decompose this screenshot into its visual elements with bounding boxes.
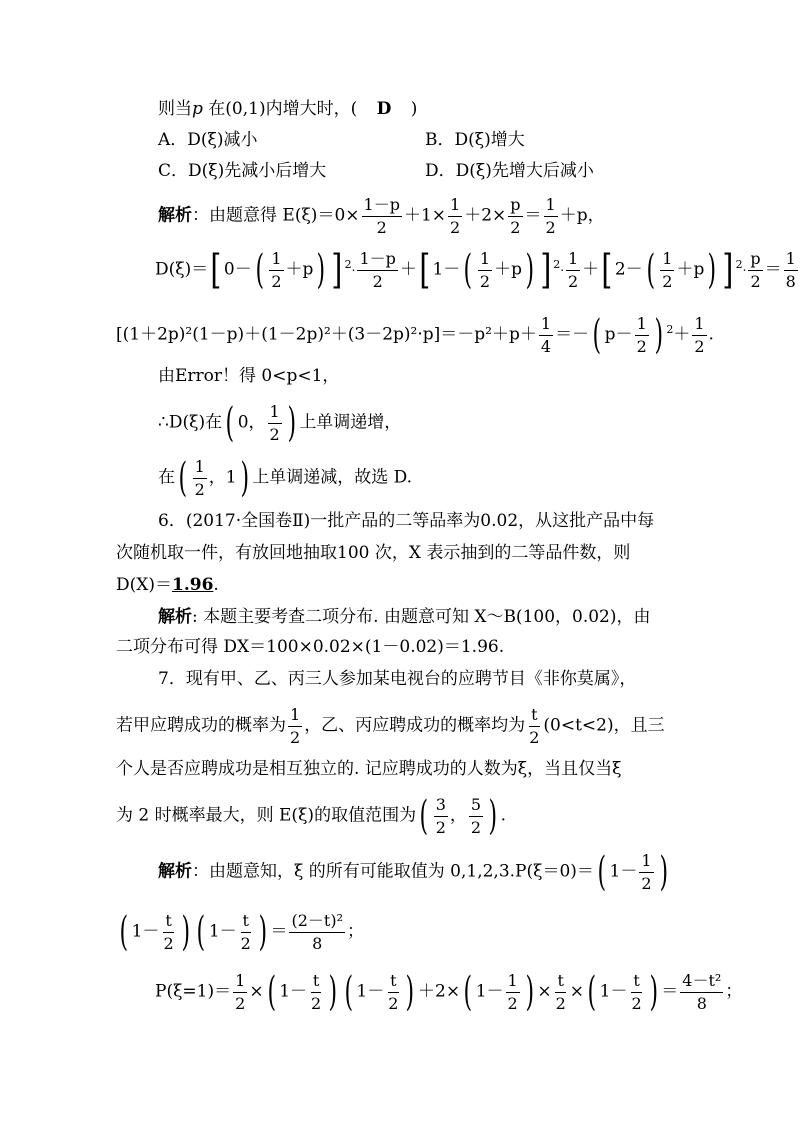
paren: ( <box>119 909 129 956</box>
bracket: [ <box>601 247 613 294</box>
fraction-num: p <box>748 250 762 271</box>
fraction-num: 1 <box>268 403 282 424</box>
fraction-num: 3 <box>434 796 448 817</box>
fraction <box>362 196 402 236</box>
q5-stem-text: 则当 <box>158 99 192 119</box>
fraction-num: t <box>163 912 173 933</box>
fraction-num: 1－p <box>357 250 397 271</box>
q7-line3: 个人是否应聘成功是相互独立的. 记应聘成功的人数为ξ，当且仅当ξ <box>116 759 622 779</box>
fraction <box>629 972 643 1012</box>
fraction-den: 2 <box>388 993 399 1013</box>
fraction-den: 2 <box>450 217 461 237</box>
fraction-num: t <box>529 706 539 727</box>
fraction-num: 1 <box>635 315 649 336</box>
fraction-den: 2 <box>470 817 482 837</box>
formula-text: 1－ <box>432 259 461 280</box>
formula-text: 若甲应聘成功的概率为 <box>116 715 286 736</box>
paren: ( <box>587 969 597 1016</box>
bracket: ] <box>331 247 343 294</box>
paren: ) <box>488 793 498 840</box>
fraction-den: 2 <box>510 217 521 237</box>
q7-line1: 7．现有甲、乙、丙三人参加某电视台的应聘节目《非你莫属》， <box>158 669 637 689</box>
fraction-num: t <box>311 972 321 993</box>
fraction <box>448 196 462 236</box>
fraction-num: 5 <box>469 796 483 817</box>
formula-text: ∴D(ξ)在 <box>158 412 223 433</box>
fraction-num: 1 <box>784 250 798 271</box>
paren: ( <box>463 969 473 1016</box>
exponent: 2 <box>735 257 743 271</box>
fraction-den: 2 <box>529 727 540 747</box>
fraction-den: 2 <box>269 424 280 444</box>
q6-solution-line1 <box>158 609 651 626</box>
fraction <box>357 250 397 290</box>
fraction <box>527 706 541 746</box>
fraction <box>386 972 400 1012</box>
q7-line2 <box>116 706 665 746</box>
fraction <box>269 250 283 290</box>
paren: ( <box>646 247 655 294</box>
formula-text: (0<t<2)，且三 <box>543 715 665 736</box>
q5-error-line: 由Error！得 0<p<1， <box>158 366 340 386</box>
fraction-num: p <box>508 196 522 217</box>
formula-text: ＋2× <box>464 205 507 226</box>
fraction <box>193 458 207 498</box>
fraction-num: 4－t² <box>680 972 723 993</box>
formula-text: ； <box>346 921 364 942</box>
formula-text: ＝－ <box>555 324 590 345</box>
paren: ) <box>328 969 338 1016</box>
formula-text: ，1 <box>208 467 237 488</box>
formula-text: · <box>742 263 747 278</box>
formula-text: p－ <box>604 324 633 345</box>
fraction-den: 8 <box>785 271 796 291</box>
fraction-den: 2 <box>545 217 556 237</box>
fraction-den: 2 <box>376 217 387 237</box>
fraction-num: 1 <box>566 250 580 271</box>
paren: ) <box>287 400 296 447</box>
fraction <box>539 315 553 355</box>
fraction-den: 2 <box>662 271 673 291</box>
paren: ) <box>525 969 534 1016</box>
q5-expansion-line <box>116 312 714 359</box>
bracket: [ <box>210 247 222 294</box>
fraction-den: 2 <box>631 993 642 1013</box>
fraction <box>233 972 247 1012</box>
fraction-den: 2 <box>372 271 383 291</box>
fraction <box>469 796 483 836</box>
fraction-den: 2 <box>479 271 491 291</box>
fraction <box>566 250 580 290</box>
formula-text: ：由题意知，ξ 的所有可能取值为 0,1,2,3.P(ξ＝0)＝ <box>192 861 594 882</box>
formula-text: ＝ <box>764 259 782 280</box>
paren: ) <box>240 455 249 502</box>
fraction <box>161 912 175 952</box>
formula-text: ＋ <box>582 259 600 280</box>
paren: ( <box>255 247 264 294</box>
fraction-num: 1 <box>544 196 558 217</box>
exponent: 2 <box>344 257 352 271</box>
formula-text: 1－ <box>131 921 160 942</box>
fraction-num: (2－t)² <box>289 912 345 933</box>
formula-text: ， <box>449 805 467 826</box>
fraction-den: 8 <box>696 993 707 1013</box>
formula-text: 2－ <box>614 259 643 280</box>
q5-stem <box>158 101 417 118</box>
fraction <box>506 972 520 1012</box>
paren: ( <box>196 909 206 956</box>
formula-text: × <box>249 981 264 1002</box>
fraction-den: 2 <box>694 336 705 356</box>
formula-text: ； <box>725 981 743 1002</box>
fraction <box>478 250 492 290</box>
fraction-den: 2 <box>271 271 282 291</box>
formula-text: 为 2 时概率最大，则 E(ξ)的取值范围为 <box>116 805 417 826</box>
paren: ) <box>258 909 267 956</box>
fraction <box>635 315 649 355</box>
formula-text: 1－ <box>599 981 628 1002</box>
q5-variance-line <box>155 247 800 294</box>
formula-text: × <box>537 981 552 1002</box>
fraction-den: 2 <box>290 727 301 747</box>
paren: ) <box>659 849 668 896</box>
solution-label: 解析 <box>158 861 192 882</box>
bracket: ] <box>722 247 734 294</box>
fraction-num: 1 <box>539 315 553 336</box>
formula-text: ＋1× <box>403 205 447 226</box>
paren: ( <box>592 312 602 359</box>
q5-close: ) <box>410 99 418 119</box>
fraction-den: 2 <box>636 336 647 356</box>
formula-text: 在 <box>158 467 175 488</box>
fraction-den: 8 <box>312 933 323 953</box>
q7-solution-line1 <box>158 849 671 896</box>
formula-text: ＋p， <box>559 205 605 226</box>
formula-text: 上单调递减，故选 D. <box>252 467 413 488</box>
paren: ) <box>707 247 717 294</box>
formula-text: · <box>560 263 565 278</box>
formula-text: P(ξ=1)＝ <box>155 981 232 1002</box>
paren: ) <box>649 969 658 1016</box>
q5-solution-line1 <box>158 196 605 236</box>
formula-text: ＋p <box>494 259 522 280</box>
solution-label: 解析 <box>158 205 192 226</box>
fraction-num: 1 <box>506 972 520 993</box>
fraction-num: 1－p <box>362 196 402 217</box>
fraction-den: 4 <box>540 336 552 356</box>
q6-line3 <box>116 577 219 594</box>
formula-text: ＋ <box>673 324 691 345</box>
q6-line1: 6．(2017·全国卷Ⅱ)一批产品的二等品率为0.02，从这批产品中每 <box>158 511 655 531</box>
paren: ( <box>344 969 353 1016</box>
fraction-den: 2 <box>194 479 205 499</box>
formula-text: 1－ <box>279 981 308 1002</box>
formula-text: 1－ <box>475 981 504 1002</box>
fraction-num: 1 <box>288 706 302 727</box>
q5-option-d: D．D(ξ)先增大后减小 <box>425 161 594 181</box>
fraction <box>309 972 323 1012</box>
fraction-den: 2 <box>311 993 322 1013</box>
paren: ( <box>419 793 429 840</box>
formula-text: 0－ <box>223 259 252 280</box>
fraction <box>239 912 253 952</box>
formula-text: ＝ <box>270 921 288 942</box>
fraction <box>554 972 568 1012</box>
q6-solution-line2: 二项分布可得 DX＝100×0.02×(1－0.02)＝1.96. <box>116 637 505 657</box>
fraction-num: 1 <box>448 196 462 217</box>
formula-text: . <box>500 805 507 826</box>
formula-text: ＝ <box>524 205 542 226</box>
formula-text: D(X)＝ <box>116 575 172 595</box>
paren: ( <box>597 849 607 896</box>
fraction <box>660 250 674 290</box>
exponent: 2 <box>666 322 674 336</box>
q5-answer: D <box>376 99 392 119</box>
paren: ( <box>267 969 276 1016</box>
q7-solution-line2 <box>116 909 364 956</box>
fraction-den: 2 <box>163 933 174 953</box>
formula-text: ＋p <box>285 259 314 280</box>
paren: ) <box>181 909 190 956</box>
fraction-den: 2 <box>750 271 761 291</box>
fraction <box>508 196 522 236</box>
fraction-num: 1 <box>193 458 207 479</box>
fraction <box>544 196 558 236</box>
fraction-num: t <box>555 972 565 993</box>
q6-line2: 次随机取一件，有放回地抽取100 次，X 表示抽到的二等品件数，则 <box>116 543 631 563</box>
formula-text: ＋2× <box>418 981 461 1002</box>
exponent: 2 <box>553 257 561 271</box>
q5-option-b: B．D(ξ)增大 <box>425 130 525 150</box>
formula-text: ＝ <box>661 981 679 1002</box>
formula-text: ，乙、丙应聘成功的概率均为 <box>304 715 526 736</box>
formula-text: . <box>708 324 714 345</box>
formula-text: . <box>213 575 219 595</box>
formula-text: 1－ <box>208 921 237 942</box>
bracket: ] <box>539 247 551 294</box>
fraction-num: 1 <box>639 852 653 873</box>
q5-stem-var: p <box>192 99 203 119</box>
fraction <box>680 972 723 1012</box>
fraction-den: 2 <box>555 993 566 1013</box>
formula-text: · <box>351 263 356 278</box>
paren: ( <box>178 455 188 502</box>
fraction-den: 2 <box>641 873 652 893</box>
fraction-num: 1 <box>660 250 674 271</box>
q5-option-c: C．D(ξ)先减小后增大 <box>158 161 327 181</box>
fraction-num: t <box>241 912 251 933</box>
fraction-num: 1 <box>269 250 283 271</box>
formula-text: : 本题主要考查二项分布. 由题意可知 X～B(100，0.02)，由 <box>192 607 651 627</box>
bracket: [ <box>419 247 431 294</box>
fraction-num: t <box>631 972 641 993</box>
paren: ) <box>405 969 415 1016</box>
formula-text: 0， <box>237 412 266 433</box>
fraction <box>692 315 706 355</box>
formula-text: ＋p <box>676 259 705 280</box>
paren: ) <box>316 247 326 294</box>
formula-text: 上单调递增， <box>299 412 402 433</box>
q5-option-a: A．D(ξ)减小 <box>158 130 258 150</box>
formula-text: ：由题意得 E(ξ)＝0× <box>192 205 360 226</box>
fraction <box>288 706 302 746</box>
fraction-num: t <box>388 972 398 993</box>
solution-label: 解析 <box>158 607 192 627</box>
q5-stem-text2: 在(0,1)内增大时，( <box>208 99 358 119</box>
formula-text: × <box>569 981 585 1002</box>
fraction <box>434 796 448 836</box>
q7-line4 <box>116 793 507 840</box>
fraction <box>639 852 653 892</box>
paren: ) <box>654 312 663 359</box>
fraction <box>268 403 282 443</box>
paren: ) <box>525 247 535 294</box>
q6-answer: 1.96 <box>172 575 214 595</box>
q5-increasing-line <box>158 400 402 447</box>
paren: ( <box>225 400 235 447</box>
q7-solution-line3 <box>155 969 743 1016</box>
formula-text: 1－ <box>609 861 638 882</box>
q5-decreasing-line <box>158 455 413 502</box>
fraction-num: 1 <box>692 315 706 336</box>
fraction-den: 2 <box>235 993 246 1013</box>
paren: ( <box>463 247 473 294</box>
fraction <box>784 250 798 290</box>
formula-text: D(ξ)＝ <box>155 259 209 280</box>
formula-text: ＋ <box>399 259 417 280</box>
formula-text: [(1＋2p)²(1－p)＋(1－2p)²＋(3－2p)²·p]＝－p²＋p＋ <box>116 324 537 345</box>
fraction-den: 2 <box>507 993 518 1013</box>
fraction-den: 2 <box>568 271 579 291</box>
fraction-num: 1 <box>478 250 492 271</box>
fraction-num: 1 <box>233 972 247 993</box>
formula-text: 1－ <box>356 981 385 1002</box>
fraction-den: 2 <box>240 933 251 953</box>
fraction-den: 2 <box>435 817 446 837</box>
fraction <box>289 912 345 952</box>
fraction <box>748 250 762 290</box>
